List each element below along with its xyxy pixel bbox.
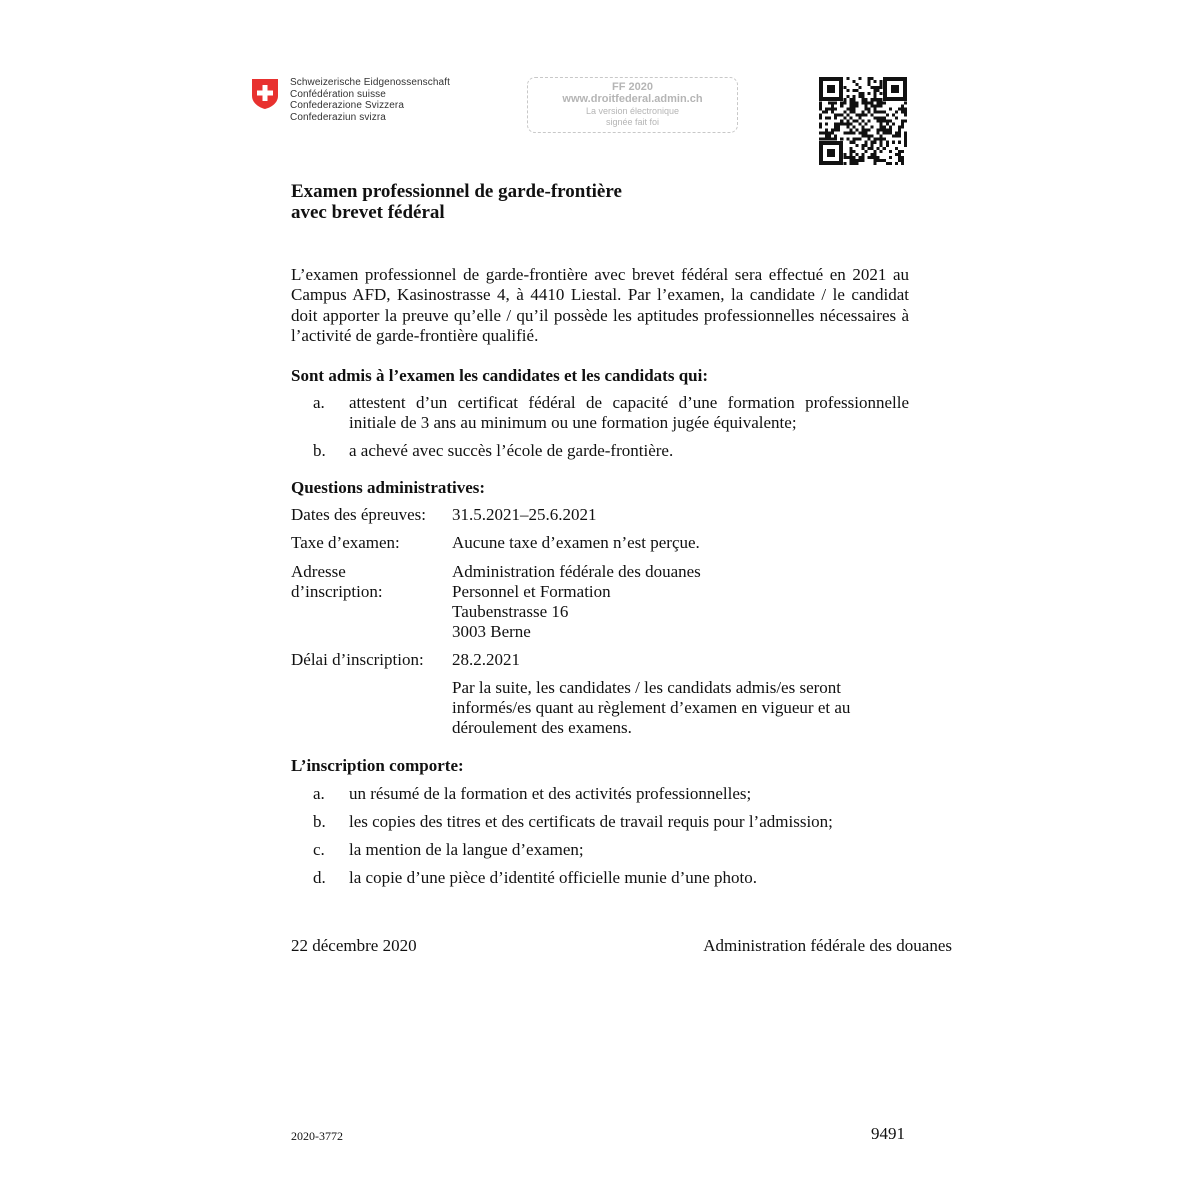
address-label-line: Adresse <box>291 562 346 581</box>
registration-heading: L’inscription comporte: <box>291 756 464 775</box>
admission-letter-a: a. <box>313 393 325 412</box>
registration-letter-d: d. <box>313 868 326 887</box>
note-line: déroulement des examens. <box>452 718 632 737</box>
fee-label: Taxe d’examen: <box>291 533 400 552</box>
title-line: Examen professionnel de garde-frontière <box>291 181 622 202</box>
address-line: Personnel et Formation <box>452 582 611 601</box>
intro-paragraph: L’examen professionnel de garde-frontière avec brevet fédéral sera effectué en 2021 au Campus AFD, Kasinostrasse 4, à 4410 Liestal. Par l’examen, la candidate / le candidat doit apporter la preuve qu’elle / qu’il possède les aptitudes professionnelles nécessaires à l’activité de garde-frontière qualifié. <box>291 265 909 345</box>
note-line: Par la suite, les candidates / les candidats admis/es seront <box>452 678 842 697</box>
address-value <box>452 562 701 642</box>
confederation-line: Confédération suisse <box>290 88 386 100</box>
deadline-label: Délai d’inscription: <box>291 650 424 669</box>
address-label-line: d’inscription: <box>291 582 383 601</box>
admin-heading: Questions administratives: <box>291 478 486 497</box>
dates-label: Dates des épreuves: <box>291 505 427 524</box>
issue-date: 22 décembre 2020 <box>291 936 417 955</box>
registration-item-a: un résumé de la formation et des activités professionnelles; <box>349 784 752 803</box>
address-line: Administration fédérale des douanes <box>452 562 701 581</box>
confederation-line: Schweizerische Eidgenossenschaft <box>290 77 450 88</box>
dates-value: 31.5.2021–25.6.2021 <box>452 505 597 524</box>
stamp-note-1: La version électronique <box>585 106 680 116</box>
deadline-value: 28.2.2021 <box>452 650 520 669</box>
address-line: Taubenstrasse 16 <box>452 602 569 621</box>
page-number: 9491 <box>871 1124 905 1143</box>
confederation-names <box>290 77 450 123</box>
registration-item-b: les copies des titres et des certificats de travail requis pour l’admission; <box>349 812 833 831</box>
admission-item-a-line2: initiale de 3 ans au minimum ou une formation jugée équivalente; <box>349 413 797 432</box>
address-line: 3003 Berne <box>452 622 531 641</box>
swiss-cross-icon <box>251 78 279 110</box>
deadline-note <box>452 678 850 738</box>
admission-item-b: a achevé avec succès l’école de garde-frontière. <box>349 441 674 460</box>
qr-code-icon <box>819 77 907 165</box>
document-title <box>291 181 622 223</box>
issuing-authority: Administration fédérale des douanes <box>703 936 952 955</box>
registration-letter-a: a. <box>313 784 325 803</box>
admission-heading: Sont admis à l’examen les candidates et les candidats qui: <box>291 366 708 385</box>
document-reference: 2020-3772 <box>291 1129 343 1143</box>
registration-item-c: la mention de la langue d’examen; <box>349 840 584 859</box>
stamp-note-2: signée fait foi <box>605 117 660 127</box>
stamp-url: www.droitfederal.admin.ch <box>562 93 703 105</box>
admission-letter-b: b. <box>313 441 326 460</box>
note-line: informés/es quant au règlement d’examen en vigueur et au <box>452 698 851 717</box>
stamp-ff: FF 2020 <box>612 81 653 93</box>
fee-value: Aucune taxe d’examen n’est perçue. <box>452 533 700 552</box>
confederation-line: Confederaziun svizra <box>290 111 386 123</box>
registration-letter-c: c. <box>313 840 325 859</box>
admission-item-a-line1: attestent d’un certificat fédéral de capacité d’une formation professionnelle <box>349 393 909 412</box>
registration-item-d: la copie d’une pièce d’identité officielle munie d’une photo. <box>349 868 758 887</box>
title-line: avec brevet fédéral <box>291 202 445 223</box>
confederation-line: Confederazione Svizzera <box>290 100 405 112</box>
registration-letter-b: b. <box>313 812 326 831</box>
official-version-stamp <box>527 77 738 133</box>
address-label <box>291 562 383 602</box>
